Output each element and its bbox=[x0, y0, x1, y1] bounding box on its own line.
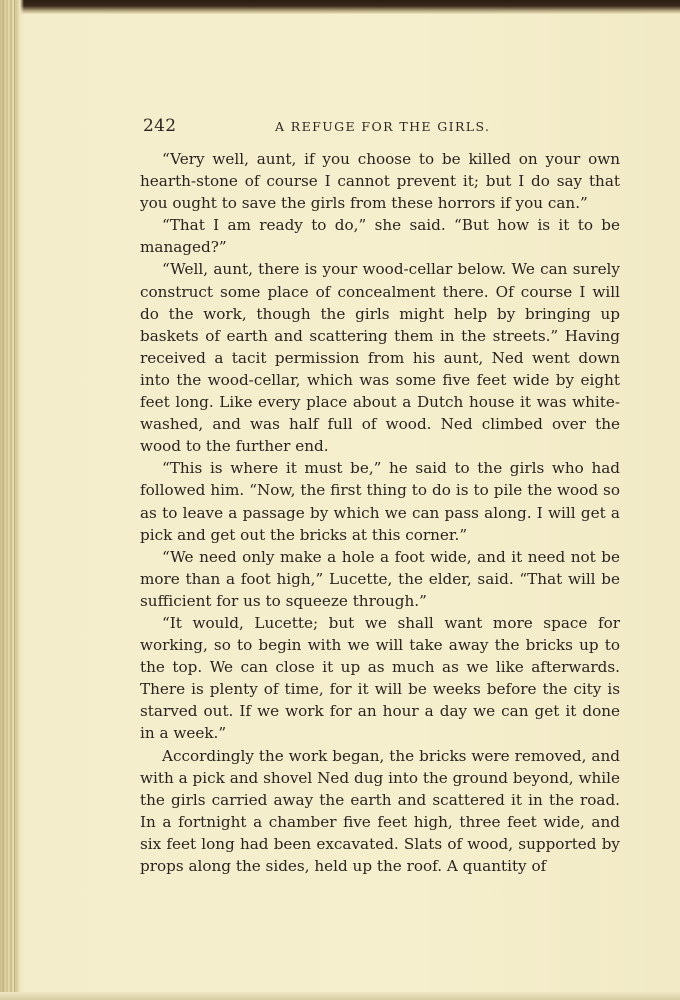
paragraph: “It would, Lucette; but we shall want more space for working, so to begin with we will take away the bricks up to the top. We can close it up as much as we like afterwards. There is plenty of time, for it will be weeks before the city is starved out. If we work for an hour a day we can get it done in a week.” bbox=[140, 613, 620, 743]
paragraph: “We need only make a hole a foot wide, and it need not be more than a foot high,” Lucette, the elder, said. “That will be sufficient for us to squeeze through.” bbox=[140, 547, 620, 610]
book-spine-edge bbox=[0, 0, 24, 1000]
page-number: 242 bbox=[143, 116, 177, 136]
page-bottom-edge bbox=[0, 992, 680, 1000]
page-header bbox=[143, 116, 619, 138]
paragraph: “Well, aunt, there is your wood-cellar below. We can surely construct some place of concealment there. Of course I will do the work, though the girls might help by bringing up baskets of earth and scattering them in the streets.” Having received a tacit permission from his aunt, Ned went down into the wood-cellar, which was some five feet wide by eight feet long. Like every place about a Dutch house it was white-washed, and was half full of wood. Ned climbed over the wood to the further end. bbox=[140, 260, 620, 456]
page-top-edge bbox=[0, 0, 680, 14]
paragraph: Accordingly the work began, the bricks were removed, and with a pick and shovel Ned dug into the ground beyond, while the girls carried away the earth and scattered it in the road. In a fortnight a chamber five feet high, three feet wide, and six feet long had been excavated. Slats of wood, supported by props along the sides, held up the roof. A quantity of bbox=[140, 746, 620, 875]
paragraph: “That I am ready to do,” she said. “But how is it to be managed?” bbox=[140, 216, 620, 257]
paragraph: “This is where it must be,” he said to the girls who had followed him. “Now, the first thing to do is to pile the wood so as to leave a passage by which we can pass along. I will get a pick and get out the bricks at this corner.” bbox=[140, 459, 620, 544]
paragraph: “Very well, aunt, if you choose to be killed on your own hearth-stone of course I cannot prevent it; but I do say that you ought to save the girls from these horrors if you can.” bbox=[140, 150, 620, 213]
page-body bbox=[140, 148, 620, 877]
running-head: A REFUGE FOR THE GIRLS. bbox=[275, 119, 491, 134]
